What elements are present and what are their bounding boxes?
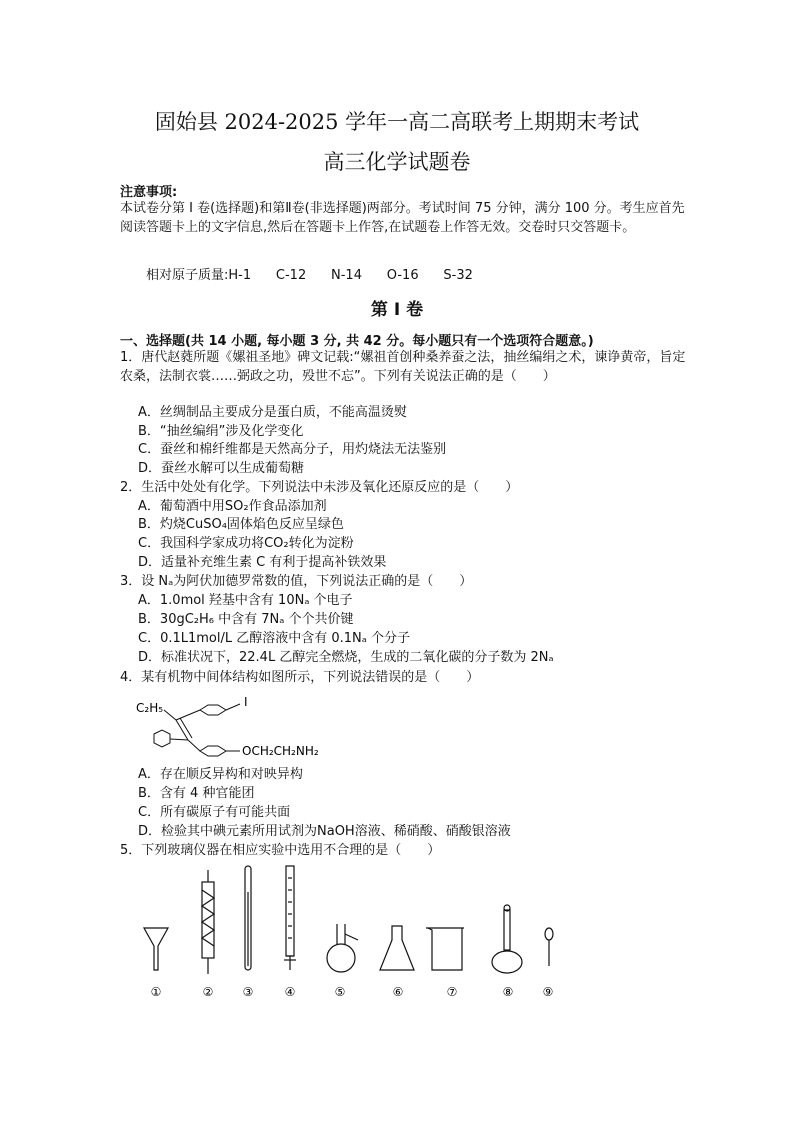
question-3-option-a: A．1.0mol 羟基中含有 10Nₐ 个电子 <box>138 593 353 608</box>
question-1-option-c: C．蚕丝和棉纤维都是天然高分子，用灼烧法无法鉴别 <box>138 442 447 457</box>
funnel-icon <box>144 928 168 970</box>
question-4-option-d: D．检验其中碘元素所用试剂为NaOH溶液、稀硝酸、硝酸银溶液 <box>138 824 511 839</box>
instrument-label-8: ⑧ <box>502 985 514 999</box>
question-3-option-b: B．30gC₂H₆ 中含有 7Nₐ 个个共价键 <box>138 612 354 627</box>
instrument-label-2: ② <box>202 985 214 999</box>
conical-flask-icon <box>380 926 414 970</box>
exam-subtitle: 高三化学试题卷 <box>323 150 471 174</box>
phenyl-ring-top <box>200 705 226 715</box>
question-4-option-a: A．存在顺反异构和对映异构 <box>138 767 303 782</box>
question-3-stem: 3．设 Nₐ为阿伏加德罗常数的值，下列说法正确的是（ ） <box>120 574 473 589</box>
instrument-label-3: ③ <box>242 985 254 999</box>
amine-label: OCH₂CH₂NH₂ <box>242 744 319 758</box>
ethyl-bond <box>164 710 176 720</box>
question-4-option-b: B．含有 4 种官能团 <box>138 786 255 801</box>
phenyl-ring-left <box>154 730 170 747</box>
question-2-option-d: D．适量补充维生素 C 有利于提高补铁效果 <box>138 555 387 570</box>
instrument-label-6: ⑥ <box>392 985 404 999</box>
question-4-option-c: C．所有碳原子有可能共面 <box>138 805 291 820</box>
question-1-option-d: D．蚕丝水解可以生成葡萄糖 <box>138 461 305 476</box>
glassware-instruments-figure <box>136 862 566 1002</box>
instrument-label-5: ⑤ <box>334 985 346 999</box>
question-1-option-b: B．“抽丝编绢”涉及化学变化 <box>138 424 304 439</box>
burette-icon <box>284 866 296 970</box>
question-3-option-c: C．0.1L1mol/L 乙醇溶液中含有 0.1Nₐ 个分子 <box>138 631 411 646</box>
iodo-label: I <box>244 696 248 709</box>
question-4-stem: 4．某有机物中间体结构如图所示，下列说法错误的是（ ） <box>120 670 480 685</box>
phenyl-ring-bottom <box>200 746 226 756</box>
question-2-stem: 2．生活中处处有化学。下列说法中未涉及氧化还原反应的是（ ） <box>120 480 519 495</box>
double-bond-line-1 <box>176 720 188 740</box>
exam-title: 固始县 2024-2025 学年一高二高联考上期期末考试 <box>154 110 640 134</box>
instrument-label-7: ⑦ <box>446 985 458 999</box>
volumetric-flask-icon <box>492 905 522 973</box>
instrument-label-9: ⑨ <box>542 985 554 999</box>
ethyl-label: C₂H₅ <box>136 701 164 715</box>
beaker-icon <box>426 928 464 970</box>
question-2-option-a: A．葡萄酒中用SO₂作食品添加剂 <box>138 499 327 514</box>
section-title: 一、选择题(共 14 小题, 每小题 3 分, 共 42 分。每小题只有一个选项符合题意。) <box>120 334 594 349</box>
dropper-icon <box>545 928 553 966</box>
relative-atomic-masses: 相对原子质量:H-1 C-12 N-14 O-16 S-32 <box>146 268 473 283</box>
instrument-label-4: ④ <box>284 985 296 999</box>
thermometer-icon <box>245 866 251 970</box>
instrument-label-1: ① <box>150 985 162 999</box>
volume-title: 第 I 卷 <box>370 300 424 320</box>
question-1-stem: 1．唐代赵蕤所题《嫘祖圣地》碑文记载:“嫘祖首创种桑养蚕之法，抽丝编绢之术，谏诤黄帝，旨定农桑，法制衣裳……弼政之功，殁世不忘”。下列有关说法正确的是（ ） <box>120 350 686 384</box>
distillation-flask-icon <box>327 924 358 972</box>
double-bond-line-2 <box>180 718 192 738</box>
question-1-option-a: A．丝绸制品主要成分是蛋白质，不能高温烫熨 <box>138 405 407 420</box>
notice-heading: 注意事项: <box>120 185 178 200</box>
question-2-option-b: B．灼烧CuSO₄固体焰色反应呈绿色 <box>138 517 344 532</box>
notice-text: 本试卷分第 I 卷(选择题)和第Ⅱ卷(非选择题)两部分。考试时间 75 分钟，满分 100 分。考生应首先阅读答题卡上的文字信息,然后在答题卡上作答,在试题卷上作答无效。交卷时只交答题卡。 <box>120 201 685 235</box>
condenser-icon <box>202 870 214 974</box>
question-3-option-d: D．标准状况下，22.4L 乙醇完全燃烧，生成的二氧化碳的分子数为 2Nₐ <box>138 650 554 665</box>
question-2-option-c: C．我国科学家成功将CO₂转化为淀粉 <box>138 536 354 551</box>
question-5-stem: 5．下列玻璃仪器在相应实验中选用不合理的是（ ） <box>120 843 441 858</box>
molecule-structure-diagram <box>136 696 356 764</box>
